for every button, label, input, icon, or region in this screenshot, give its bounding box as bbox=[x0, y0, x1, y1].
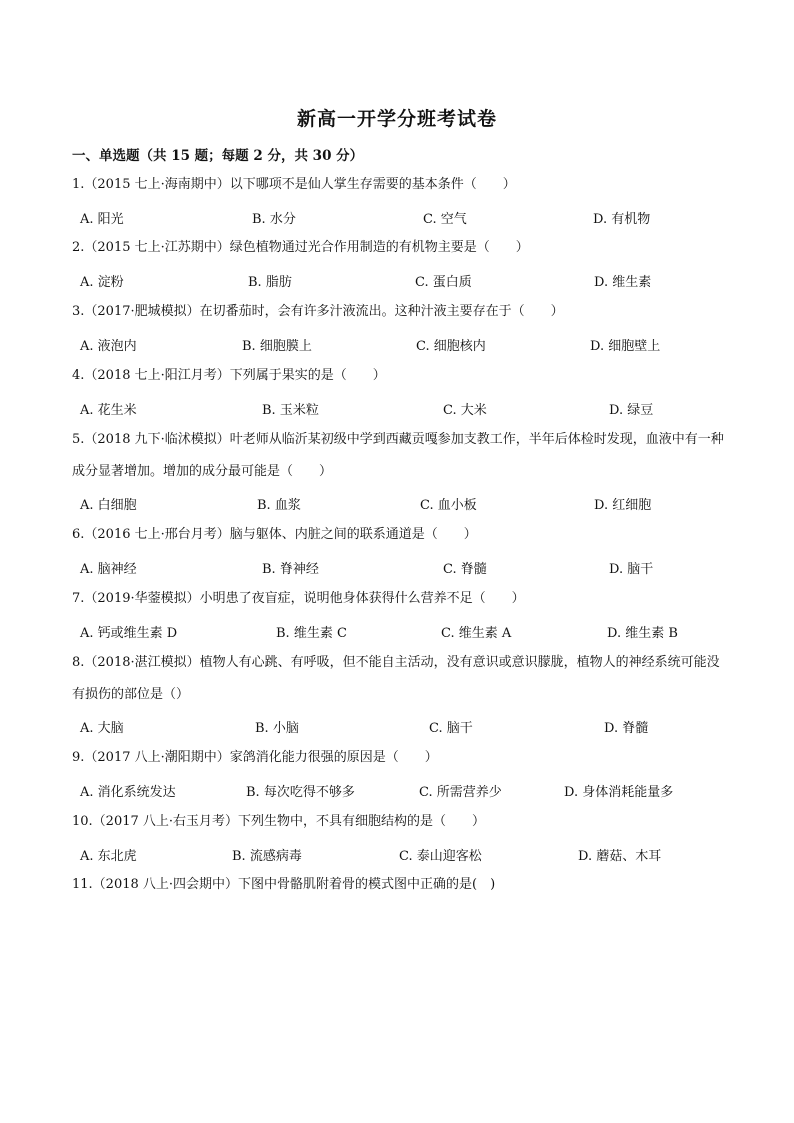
question-10-options bbox=[80, 845, 730, 869]
option-c: C. 细胞核内 bbox=[416, 339, 486, 354]
option-a: A. 阳光 bbox=[80, 212, 124, 227]
question-5-options bbox=[80, 494, 730, 518]
option-d: D. 红细胞 bbox=[594, 498, 652, 513]
question-4: 4.（2018 七上·阳江月考）下列属于果实的是（ ） bbox=[72, 368, 386, 383]
option-a: A. 淀粉 bbox=[80, 275, 124, 290]
question-10: 10.（2017 八上·右玉月考）下列生物中，不具有细胞结构的是（ ） bbox=[72, 814, 486, 829]
option-d: D. 脑干 bbox=[609, 562, 654, 577]
option-c: C. 所需营养少 bbox=[419, 785, 502, 800]
question-6: 6.（2016 七上·邢台月考）脑与躯体、内脏之间的联系通道是（ ） bbox=[72, 527, 477, 542]
option-b: B. 细胞膜上 bbox=[242, 339, 312, 354]
question-7-options bbox=[80, 622, 730, 646]
question-8: 8.（2018·湛江模拟）植物人有心跳、有呼吸，但不能自主活动，没有意识或意识朦胧，植物人的神经系统可能没有损伤的部位是（） bbox=[72, 655, 720, 702]
question-7: 7.（2019·华蓥模拟）小明患了夜盲症，说明他身体获得什么营养不足（ ） bbox=[72, 591, 525, 606]
option-c: C. 血小板 bbox=[420, 498, 477, 513]
question-1-options bbox=[80, 208, 730, 232]
question-1: 1.（2015 七上·海南期中）以下哪项不是仙人掌生存需要的基本条件（ ） bbox=[72, 177, 516, 192]
option-a: A. 白细胞 bbox=[80, 498, 137, 513]
option-b: B. 小脑 bbox=[255, 721, 299, 736]
option-c: C. 维生素 A bbox=[441, 626, 512, 641]
question-9-options bbox=[80, 781, 730, 805]
option-c: C. 大米 bbox=[443, 403, 487, 418]
option-d: D. 维生素 bbox=[594, 275, 652, 290]
question-3: 3.（2017·肥城模拟）在切番茄时，会有许多汁液流出。这种汁液主要存在于（ ） bbox=[72, 304, 564, 319]
option-b: B. 水分 bbox=[252, 212, 296, 227]
option-d: D. 有机物 bbox=[593, 212, 651, 227]
option-c: C. 泰山迎客松 bbox=[399, 849, 482, 864]
option-b: B. 脊神经 bbox=[262, 562, 319, 577]
option-c: C. 空气 bbox=[423, 212, 467, 227]
question-2-options bbox=[80, 271, 730, 295]
option-b: B. 流感病毒 bbox=[232, 849, 302, 864]
option-b: B. 每次吃得不够多 bbox=[246, 785, 355, 800]
option-a: A. 花生米 bbox=[80, 403, 137, 418]
option-d: D. 细胞壁上 bbox=[590, 339, 661, 354]
option-a: A. 液泡内 bbox=[80, 339, 137, 354]
option-b: B. 玉米粒 bbox=[262, 403, 319, 418]
question-11: 11.（2018 八上·四会期中）下图中骨骼肌附着骨的模式图中正确的是( ) bbox=[72, 877, 496, 892]
option-a: A. 钙或维生素 D bbox=[80, 626, 178, 641]
question-5: 5.（2018 九下·临沭模拟）叶老师从临沂某初级中学到西藏贡嘎参加支教工作，半年后体检时发现，血液中有一种成分显著增加。增加的成分最可能是（ ） bbox=[72, 432, 724, 479]
option-b: B. 维生素 C bbox=[276, 626, 347, 641]
option-d: D. 蘑菇、木耳 bbox=[578, 849, 662, 864]
option-d: D. 维生素 B bbox=[607, 626, 678, 641]
option-d: D. 脊髓 bbox=[604, 721, 649, 736]
option-c: C. 蛋白质 bbox=[415, 275, 472, 290]
option-b: B. 脂肪 bbox=[248, 275, 292, 290]
option-c: C. 脑干 bbox=[429, 721, 473, 736]
option-a: A. 大脑 bbox=[80, 721, 124, 736]
question-2: 2.（2015 七上·江苏期中）绿色植物通过光合作用制造的有机物主要是（ ） bbox=[72, 240, 529, 255]
option-d: D. 绿豆 bbox=[609, 403, 654, 418]
question-3-options bbox=[80, 335, 730, 359]
page-title: 新高一开学分班考试卷 bbox=[296, 108, 497, 130]
option-c: C. 脊髓 bbox=[443, 562, 487, 577]
option-a: A. 脑神经 bbox=[80, 562, 137, 577]
option-d: D. 身体消耗能量多 bbox=[564, 785, 674, 800]
option-a: A. 东北虎 bbox=[80, 849, 137, 864]
option-a: A. 消化系统发达 bbox=[80, 785, 176, 800]
question-8-options bbox=[80, 717, 730, 741]
section-heading: 一、单选题（共 15 题；每题 2 分，共 30 分） bbox=[72, 148, 364, 164]
question-6-options bbox=[80, 558, 730, 582]
question-9: 9.（2017 八上·潮阳期中）家鸽消化能力很强的原因是（ ） bbox=[72, 750, 438, 765]
option-b: B. 血浆 bbox=[257, 498, 301, 513]
question-4-options bbox=[80, 399, 730, 423]
